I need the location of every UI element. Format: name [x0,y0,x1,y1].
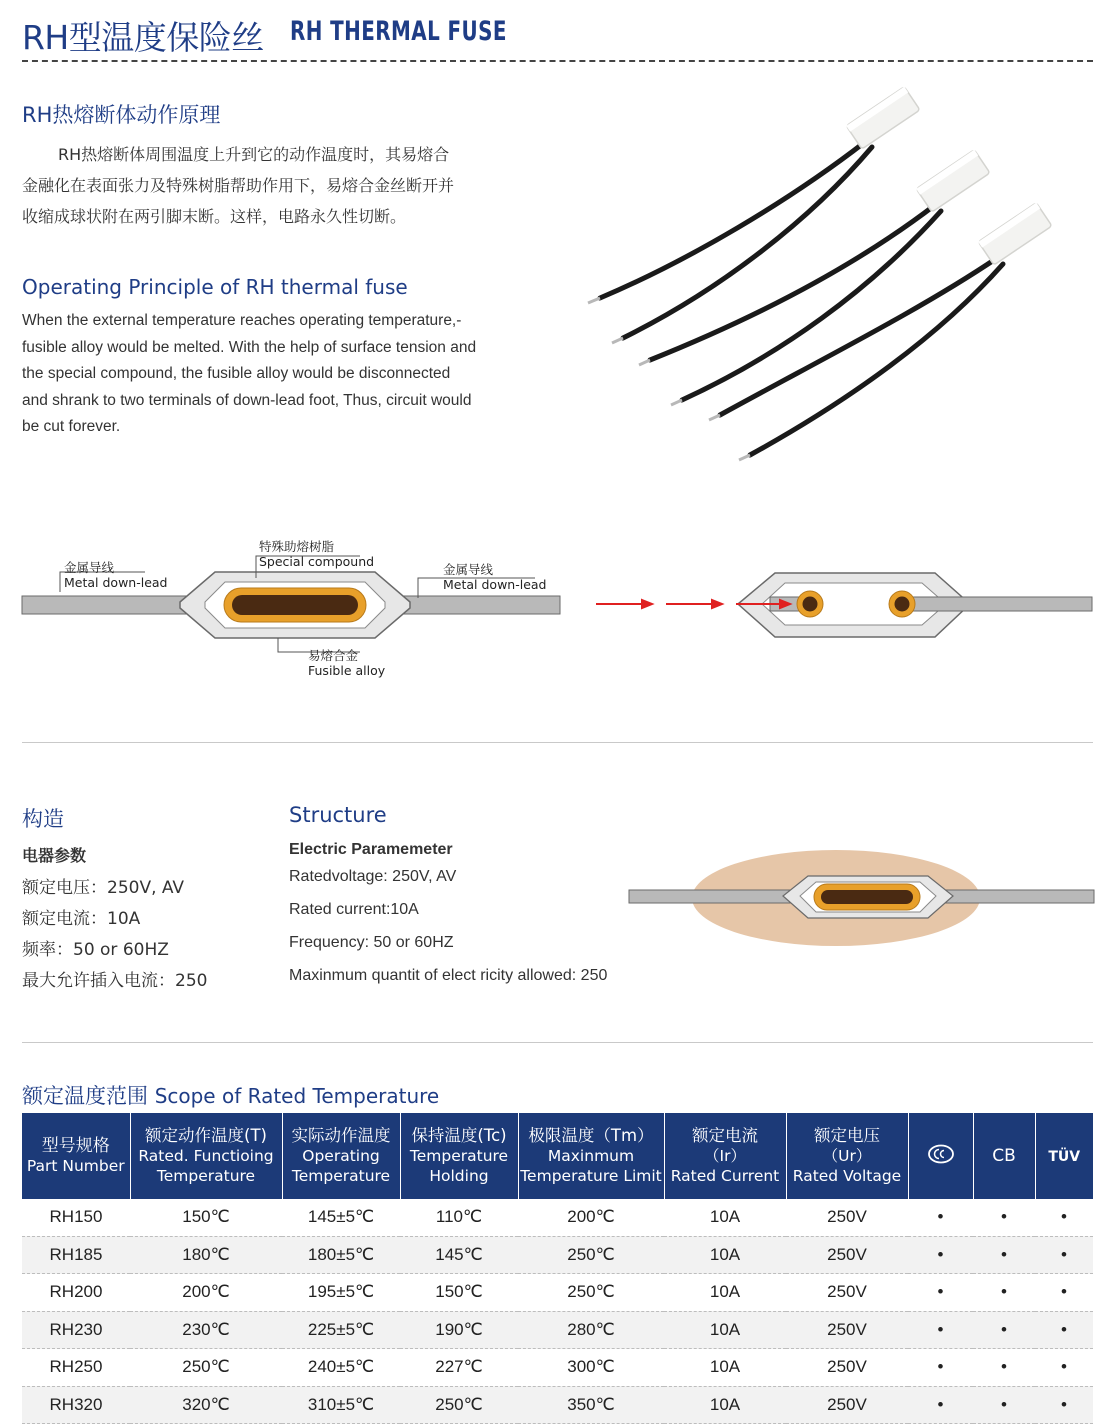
principle-cn-line: 收缩成球状附在两引脚末断。这样，电路永久性切断。 [22,207,407,226]
cell-operating-temp: 310±5℃ [282,1386,400,1424]
principle-cn-line: 金融化在表面张力及特殊树脂帮助作用下，易熔合金丝断开并 [22,176,455,195]
cell-temp-limit: 200℃ [518,1199,664,1236]
section-divider-2 [22,1042,1093,1043]
table-row [22,1236,1093,1274]
cell-part-number: RH185 [22,1236,130,1274]
table-row [22,1199,1093,1236]
structure-heading-en: Structure [289,803,387,827]
structure-heading-cn: 构造 [22,807,64,831]
cell-tuv: • [1035,1386,1093,1424]
label-compound-cn: 特殊助熔树脂 [259,539,335,554]
col-header-rated-functioning-temp: 额定动作温度(T) Rated. Functioing Temperature [130,1113,282,1199]
cell-operating-temp: 145±5℃ [282,1199,400,1236]
rated-temperature-table [22,1113,1093,1424]
principle-en-line: and shrank to two terminals of down-lead foot, Thus, circuit would [22,391,472,409]
cell-temp-limit: 300℃ [518,1349,664,1387]
cell-rated-current: 10A [664,1199,786,1236]
cell-holding-temp: 145℃ [400,1236,518,1274]
principle-paragraph-cn [22,139,522,232]
cell-rated-voltage: 250V [786,1199,908,1236]
structure-diagram [628,850,1098,950]
label-left-lead-en: Metal down-lead [64,575,168,590]
cell-rated-voltage: 250V [786,1311,908,1349]
label-fusible-alloy [308,648,385,678]
cell-rated-current: 10A [664,1236,786,1274]
col-header-temp-limit: 极限温度（Tm） Maxinmum Temperature Limit [518,1113,664,1199]
cell-ccc: • [908,1274,973,1312]
page-title-cn: RH型温度保险丝 [22,18,264,57]
label-left-lead-cn: 金属导线 [64,560,115,575]
principle-en-line: the special compound, the fusible alloy would be disconnected [22,365,451,383]
spec-cn-line: 额定电流：10A [22,909,141,929]
label-alloy-cn: 易熔合金 [308,648,359,663]
cell-holding-temp: 190℃ [400,1311,518,1349]
label-special-compound [259,539,374,569]
fusible-alloy [232,595,358,615]
cell-temp-limit: 280℃ [518,1311,664,1349]
cell-part-number: RH150 [22,1199,130,1236]
cell-rated-current: 10A [664,1311,786,1349]
page-title-en: RH THERMAL FUSE [290,16,507,47]
principle-cn-line: RH热熔断体周围温度上升到它的动作温度时，其易熔合 [58,145,450,164]
diagram-blown-fuse [590,565,1100,645]
cell-holding-temp: 227℃ [400,1349,518,1387]
cell-cb: • [973,1236,1035,1274]
cell-operating-temp: 180±5℃ [282,1236,400,1274]
col-header-tuv: TÜV [1035,1113,1093,1199]
label-right-lead [443,562,546,592]
spec-cn-line: 额定电压：250V, AV [22,878,185,898]
principle-heading-cn: RH热熔断体动作原理 [22,103,221,127]
spec-en-line: Frequency: 50 or 60HZ [289,934,454,951]
cell-tuv: • [1035,1236,1093,1274]
table-row [22,1311,1093,1349]
cell-cb: • [973,1386,1035,1424]
table-row [22,1386,1093,1424]
spec-en-line: Maxinmum quantit of elect ricity allowed: 250 [289,967,608,984]
cell-rated-voltage: 250V [786,1386,908,1424]
cell-cb: • [973,1311,1035,1349]
cell-ccc: • [908,1386,973,1424]
col-header-operating-temp: 实际动作温度 Operating Temperature [282,1113,400,1199]
cell-ccc: • [908,1199,973,1236]
structure-sub-cn: 电器参数 [22,846,87,865]
cell-rated-temp: 200℃ [130,1274,282,1312]
spec-cn-line: 频率：50 or 60HZ [22,940,169,960]
cell-cb: • [973,1199,1035,1236]
spec-en-line: Ratedvoltage: 250V, AV [289,868,457,885]
cell-rated-temp: 320℃ [130,1386,282,1424]
cell-rated-current: 10A [664,1386,786,1424]
table-header-row [22,1113,1093,1199]
cell-rated-voltage: 250V [786,1274,908,1312]
cell-cb: • [973,1349,1035,1387]
cell-tuv: • [1035,1199,1093,1236]
cell-rated-voltage: 250V [786,1349,908,1387]
ccc-logo-icon [927,1144,955,1164]
cell-part-number: RH320 [22,1386,130,1424]
principle-heading-en: Operating Principle of RH thermal fuse [22,275,408,299]
col-header-cb: CB [973,1113,1035,1199]
cell-operating-temp: 240±5℃ [282,1349,400,1387]
label-compound-en: Special compound [259,554,375,569]
principle-en-line: fusible alloy would be melted. With the help of surface tension and [22,338,477,356]
principle-en-line: When the external temperature reaches operating temperature,- [22,312,462,329]
cell-ccc: • [908,1236,973,1274]
structure-sub-en: Electric Paramemeter [289,841,453,858]
principle-paragraph-en [22,308,522,441]
cell-tuv: • [1035,1349,1093,1387]
cell-rated-current: 10A [664,1274,786,1312]
cell-part-number: RH230 [22,1311,130,1349]
scope-heading-cn: 额定温度范围 [22,1084,148,1108]
cell-holding-temp: 150℃ [400,1274,518,1312]
cell-part-number: RH250 [22,1349,130,1387]
cell-temp-limit: 350℃ [518,1386,664,1424]
cell-part-number: RH200 [22,1274,130,1312]
fuse-component-1 [588,87,920,343]
header-divider [22,60,1093,62]
cell-temp-limit: 250℃ [518,1236,664,1274]
cell-temp-limit: 250℃ [518,1274,664,1312]
col-header-rated-voltage: 额定电压 （Ur） Rated Voltage [786,1113,908,1199]
cell-holding-temp: 250℃ [400,1386,518,1424]
principle-en-line: be cut forever. [22,418,121,436]
scope-heading [22,1080,439,1110]
cell-rated-temp: 230℃ [130,1311,282,1349]
col-header-holding-temp: 保持温度(Tc) Temperature Holding [400,1113,518,1199]
table-row [22,1349,1093,1387]
scope-heading-en: Scope of Rated Temperature [154,1084,440,1108]
col-header-part-number: 型号规格 Part Number [22,1113,130,1199]
label-right-lead-en: Metal down-lead [443,577,547,592]
spec-cn-line: 最大允许插入电流：250 [22,971,208,991]
cell-holding-temp: 110℃ [400,1199,518,1236]
cell-ccc: • [908,1349,973,1387]
cell-rated-temp: 180℃ [130,1236,282,1274]
cell-ccc: • [908,1311,973,1349]
cell-operating-temp: 195±5℃ [282,1274,400,1312]
cell-operating-temp: 225±5℃ [282,1311,400,1349]
section-divider-1 [22,742,1093,743]
cell-tuv: • [1035,1274,1093,1312]
label-alloy-en: Fusible alloy [308,663,386,678]
label-left-lead [64,560,167,590]
cell-rated-temp: 150℃ [130,1199,282,1236]
cell-tuv: • [1035,1311,1093,1349]
cell-rated-voltage: 250V [786,1236,908,1274]
label-right-lead-cn: 金属导线 [443,562,494,577]
spec-en-line: Rated current:10A [289,901,419,918]
product-photo [560,70,1080,480]
col-header-ccc [908,1113,973,1199]
cell-rated-current: 10A [664,1349,786,1387]
cell-rated-temp: 250℃ [130,1349,282,1387]
table-row [22,1274,1093,1312]
cell-cb: • [973,1274,1035,1312]
col-header-rated-current: 额定电流 （Ir） Rated Current [664,1113,786,1199]
